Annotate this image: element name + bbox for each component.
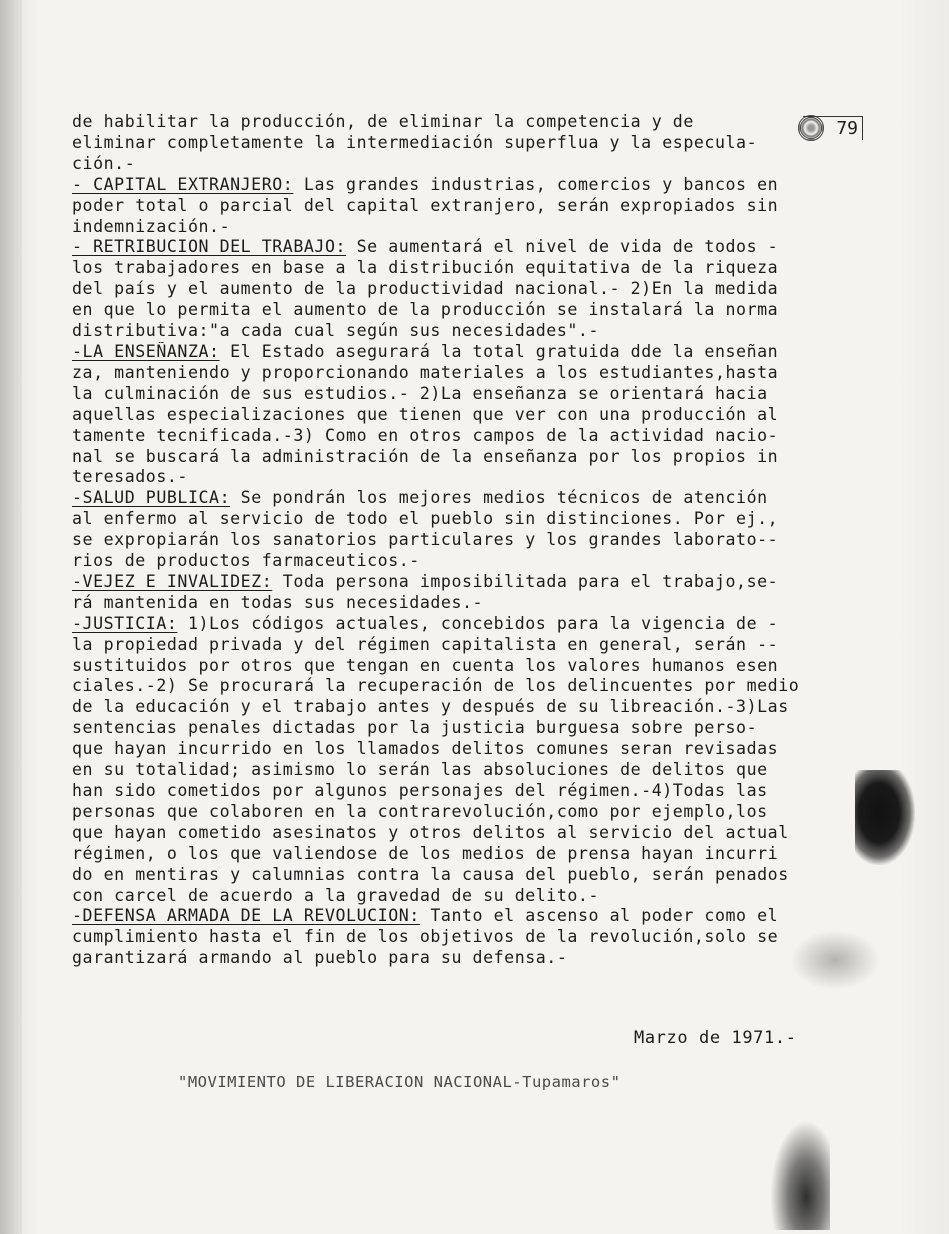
line-text: se expropiarán los sanatorios particulares y los grandes laborato--	[72, 530, 779, 550]
text-line	[72, 676, 887, 697]
text-line	[72, 697, 887, 718]
line-text: poder total o parcial del capital extranjero, serán expropiados sin	[72, 195, 779, 215]
line-text: Toda persona imposibilitada para el trabajo,se-	[272, 571, 779, 591]
text-line	[72, 823, 887, 844]
scan-left-edge	[0, 0, 22, 1234]
text-line	[72, 258, 887, 279]
line-text: régimen, o los que valiendose de los medios de prensa hayan incurri	[72, 843, 779, 863]
text-line	[72, 593, 887, 614]
line-text: sustituidos por otros que tengan en cuenta los valores humanos esen	[72, 655, 779, 675]
section-heading: -JUSTICIA:	[72, 613, 178, 633]
line-text: eliminar completamente la intermediación superflua y la especula-	[72, 132, 758, 152]
text-line	[72, 467, 887, 488]
line-text: en que lo permita el aumento de la producción se instalará la norma	[72, 300, 779, 320]
line-text: do en mentiras y calumnias contra la causa del pueblo, serán penados	[72, 864, 789, 884]
text-line	[72, 530, 887, 551]
text-line	[72, 342, 887, 363]
text-line	[72, 509, 887, 530]
text-line	[72, 363, 887, 384]
section-heading: - CAPITAL EXTRANJERO:	[72, 174, 294, 194]
text-line	[72, 279, 887, 300]
ink-smudge-bottom	[770, 1120, 830, 1230]
line-text: Tanto el ascenso al poder como el	[419, 906, 779, 926]
line-text: al enfermo al servicio de todo el pueblo sin distinciones. Por ej.,	[72, 509, 779, 529]
text-line	[72, 321, 887, 342]
line-text: rá mantenida en todas sus necesidades.-	[72, 592, 484, 612]
line-text: que hayan cometido asesinatos y otros delitos al servicio del actual	[72, 822, 789, 842]
text-line	[72, 781, 887, 802]
text-line	[72, 886, 887, 907]
line-text: Se aumentará el nivel de vida de todos -	[346, 237, 779, 257]
ink-blot	[855, 770, 915, 865]
line-text: en su totalidad; asimismo lo serán las absoluciones de delitos que	[72, 760, 768, 780]
text-line	[72, 447, 887, 468]
line-text: sentencias penales dictadas por la justicia burguesa sobre perso-	[72, 718, 758, 738]
line-text: personas que colaboren en la contrarevolución,como por ejemplo,los	[72, 801, 768, 821]
text-line	[72, 718, 887, 739]
text-line	[72, 739, 887, 760]
text-line	[72, 133, 887, 154]
line-text: Se pondrán los mejores medios técnicos de atención	[230, 488, 768, 508]
text-line	[72, 112, 887, 133]
text-line	[72, 844, 887, 865]
text-line	[72, 217, 887, 238]
line-text: 1)Los códigos actuales, concebidos para la vigencia de -	[177, 613, 779, 633]
section-heading: -DEFENSA ARMADA DE LA REVOLUCION:	[72, 906, 420, 926]
text-line	[72, 175, 887, 196]
line-text: aquellas especializaciones que tienen que ver con una producción al	[72, 404, 779, 424]
text-line	[72, 635, 887, 656]
text-line	[72, 551, 887, 572]
line-text: del país y el aumento de la productividad nacional.- 2)En la medida	[72, 279, 779, 299]
text-line	[72, 405, 887, 426]
line-text: de habilitar la producción, de eliminar la competencia y de	[72, 112, 694, 131]
line-text: que hayan incurrido en los llamados delitos comunes seran revisadas	[72, 739, 779, 759]
line-text: la culminación de sus estudios.- 2)La enseñanza se orientará hacia	[72, 383, 768, 403]
line-text: con carcel de acuerdo a la gravedad de su delito.-	[72, 885, 600, 905]
text-line	[72, 865, 887, 886]
section-heading: - RETRIBUCION DEL TRABAJO:	[72, 237, 347, 257]
line-text: cumplimiento hasta el fin de los objetivos de la revolución,solo se	[72, 927, 779, 947]
text-line	[72, 948, 887, 969]
text-line	[72, 760, 887, 781]
text-line	[72, 656, 887, 677]
line-text: indemnización.-	[72, 216, 231, 236]
line-text: distributiva:"a cada cual según sus necesidades".-	[72, 321, 600, 341]
page-number: 79	[803, 116, 863, 140]
line-text: la propiedad privada y del régimen capitalista en general, serán --	[72, 634, 779, 654]
text-line	[72, 614, 887, 635]
section-heading: -LA ENSEÑANZA:	[72, 341, 220, 361]
ink-smudge	[790, 930, 880, 990]
line-text: tamente tecnificada.-3) Como en otros campos de la actividad nacio-	[72, 425, 779, 445]
line-text: los trabajadores en base a la distribución equitativa de la riqueza	[72, 258, 779, 278]
text-line	[72, 906, 887, 927]
text-line	[72, 300, 887, 321]
text-line	[72, 154, 887, 175]
line-text: ciales.-2) Se procurará la recuperación de los delincuentes por medio	[72, 676, 800, 696]
text-line	[72, 802, 887, 823]
text-line	[72, 426, 887, 447]
line-text: Las grandes industrias, comercios y bancos en	[293, 174, 779, 194]
line-text: han sido cometidos por algunos personajes del régimen.-4)Todas las	[72, 781, 768, 800]
line-text: El Estado asegurará la total gratuida dde la enseñan	[219, 341, 779, 361]
text-line	[72, 196, 887, 217]
line-text: ción.-	[72, 153, 136, 173]
section-heading: -SALUD PUBLICA:	[72, 488, 231, 508]
line-text: za, manteniendo y proporcionando materiales a los estudiantes,hasta	[72, 362, 779, 382]
text-line	[72, 488, 887, 509]
line-text: rios de productos farmaceuticos.-	[72, 551, 420, 571]
line-text: nal se buscará la administración de la enseñanza por los propios in	[72, 446, 779, 466]
document-body	[72, 112, 887, 969]
document-date: Marzo de 1971.-	[634, 1028, 797, 1048]
document-signature: "MOVIMIENTO DE LIBERACION NACIONAL-Tupamaros"	[178, 1073, 621, 1091]
section-heading: -VEJEZ E INVALIDEZ:	[72, 571, 273, 591]
text-line	[72, 237, 887, 258]
text-line	[72, 927, 887, 948]
text-line	[72, 572, 887, 593]
line-text: de la educación y el trabajo antes y después de su libreación.-3)Las	[72, 697, 789, 717]
line-text: teresados.-	[72, 467, 188, 487]
text-line	[72, 384, 887, 405]
line-text: garantizará armando al pueblo para su defensa.-	[72, 948, 568, 968]
